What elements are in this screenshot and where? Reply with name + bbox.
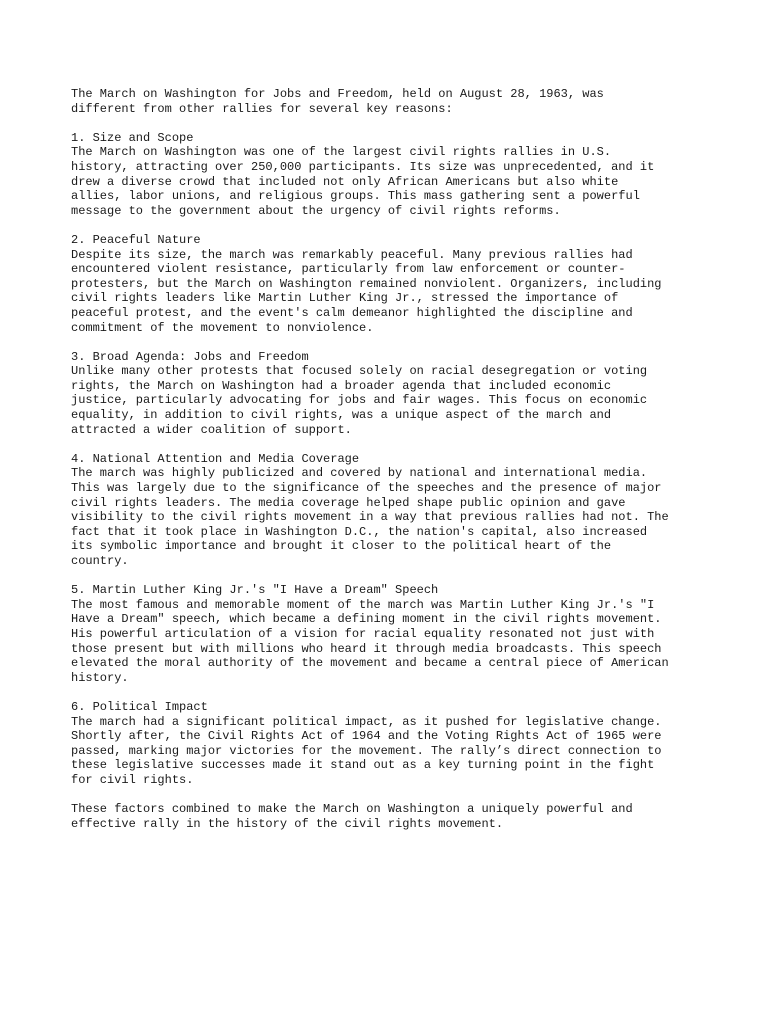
section-heading: 6. Political Impact bbox=[71, 699, 208, 714]
text-line: These factors combined to make the March on Washington a uniquely powerful and bbox=[71, 802, 633, 817]
section-heading: 4. National Attention and Media Coverage bbox=[71, 451, 360, 466]
text-line: justice, particularly advocating for jobs and fair wages. This focus on economic bbox=[71, 393, 648, 408]
text-line: civil rights leaders. The media coverage helped shape public opinion and gave bbox=[71, 495, 626, 510]
section-media-coverage bbox=[71, 452, 711, 569]
section-heading: 3. Broad Agenda: Jobs and Freedom bbox=[71, 349, 309, 364]
text-line: different from other rallies for several key reasons: bbox=[71, 101, 453, 116]
text-line: peaceful protest, and the event's calm demeanor highlighted the discipline and bbox=[71, 305, 633, 320]
section-i-have-a-dream bbox=[71, 583, 711, 685]
intro-paragraph bbox=[71, 87, 711, 116]
section-political-impact bbox=[71, 700, 711, 788]
section-heading: 2. Peaceful Nature bbox=[71, 232, 201, 247]
text-line: fact that it took place in Washington D.C., the nation's capital, also increased bbox=[71, 524, 648, 539]
text-line: This was largely due to the significance of the speeches and the presence of major bbox=[71, 481, 662, 496]
document-page bbox=[71, 87, 711, 831]
paragraph-gap bbox=[71, 335, 711, 350]
text-line: protesters, but the March on Washington remained nonviolent. Organizers, including bbox=[71, 276, 662, 291]
text-line: message to the government about the urgency of civil rights reforms. bbox=[71, 203, 561, 218]
text-line: country. bbox=[71, 554, 129, 568]
text-line: The March on Washington for Jobs and Freedom, held on August 28, 1963, was bbox=[71, 87, 604, 101]
text-line: history. bbox=[71, 670, 129, 685]
text-line: history, attracting over 250,000 participants. Its size was unprecedented, and it bbox=[71, 159, 655, 174]
text-line: civil rights leaders like Martin Luther King Jr., stressed the importance of bbox=[71, 291, 619, 306]
text-line: attracted a wider coalition of support. bbox=[71, 422, 352, 437]
text-line: those present but with millions who heard it through media broadcasts. This speech bbox=[71, 641, 662, 656]
text-line: Have a Dream" speech, which became a defining moment in the civil rights movement. bbox=[71, 612, 662, 627]
text-line: Shortly after, the Civil Rights Act of 1964 and the Voting Rights Act of 1965 were bbox=[71, 729, 662, 744]
text-line: these legislative successes made it stand out as a key turning point in the fight bbox=[71, 758, 655, 773]
section-broad-agenda bbox=[71, 350, 711, 438]
section-size-and-scope bbox=[71, 131, 711, 219]
paragraph-gap bbox=[71, 437, 711, 452]
text-line: The march was highly publicized and covered by national and international media. bbox=[71, 466, 648, 481]
paragraph-gap bbox=[71, 218, 711, 233]
paragraph-gap bbox=[71, 569, 711, 584]
text-line: The march had a significant political impact, as it pushed for legislative change. bbox=[71, 714, 662, 729]
section-peaceful-nature bbox=[71, 233, 711, 335]
text-line: elevated the moral authority of the movement and became a central piece of American bbox=[71, 656, 669, 671]
text-line: commitment of the movement to nonviolence. bbox=[71, 320, 374, 335]
text-line: Unlike many other protests that focused solely on racial desegregation or voting bbox=[71, 364, 648, 379]
paragraph-gap bbox=[71, 116, 711, 131]
text-line: rights, the March on Washington had a broader agenda that included economic bbox=[71, 378, 612, 393]
text-line: Despite its size, the march was remarkably peaceful. Many previous rallies had bbox=[71, 247, 633, 262]
text-line: effective rally in the history of the civil rights movement. bbox=[71, 816, 504, 831]
section-heading: 5. Martin Luther King Jr.'s "I Have a Dream" Speech bbox=[71, 583, 439, 598]
text-line: drew a diverse crowd that included not only African Americans but also white bbox=[71, 174, 619, 189]
conclusion-paragraph bbox=[71, 802, 711, 831]
text-line: for civil rights. bbox=[71, 772, 194, 787]
text-line: allies, labor unions, and religious groups. This mass gathering sent a powerful bbox=[71, 189, 640, 204]
paragraph-gap bbox=[71, 685, 711, 700]
text-line: equality, in addition to civil rights, was a unique aspect of the march and bbox=[71, 408, 612, 423]
text-line: passed, marking major victories for the movement. The rally’s direct connection to bbox=[71, 743, 662, 758]
section-heading: 1. Size and Scope bbox=[71, 130, 194, 145]
text-line: The most famous and memorable moment of the march was Martin Luther King Jr.'s "I bbox=[71, 597, 655, 612]
text-line: its symbolic importance and brought it closer to the political heart of the bbox=[71, 539, 612, 554]
text-line: visibility to the civil rights movement in a way that previous rallies had not. The bbox=[71, 510, 669, 525]
text-line: encountered violent resistance, particularly from law enforcement or counter- bbox=[71, 262, 626, 277]
paragraph-gap bbox=[71, 788, 711, 803]
text-line: His powerful articulation of a vision for racial equality resonated not just with bbox=[71, 626, 655, 641]
text-line: The March on Washington was one of the largest civil rights rallies in U.S. bbox=[71, 145, 612, 160]
